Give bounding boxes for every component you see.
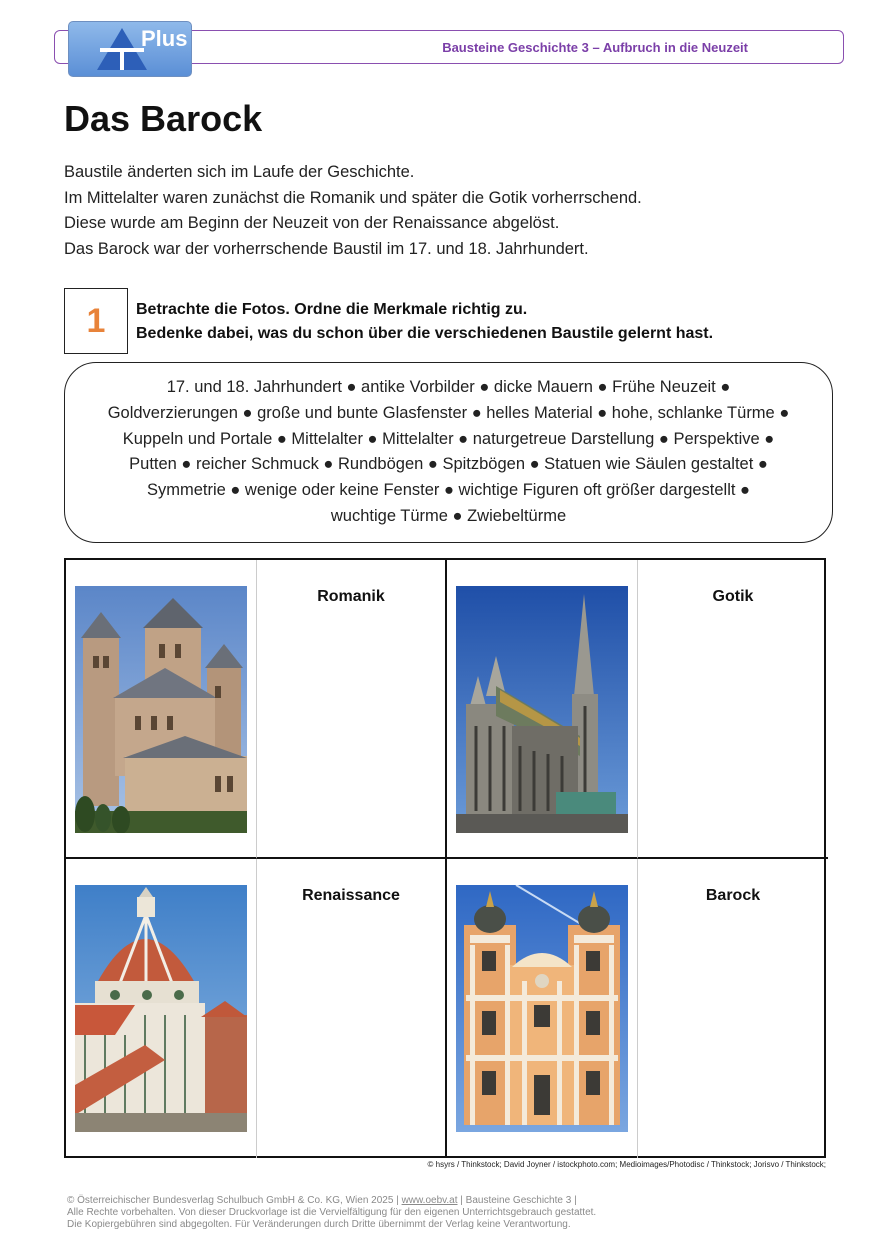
plus-logo <box>68 21 192 77</box>
intro-line: Das Barock war der vorherrschende Baustil im 17. und 18. Jahrhundert. <box>64 239 589 258</box>
word-bank-line: Goldverzierungen ● große und bunte Glasfenster ● helles Material ● hohe, schlanke Türme ● <box>107 403 790 422</box>
style-label-romanik: Romanik <box>317 588 385 605</box>
label-cell-romanik[interactable] <box>257 560 447 859</box>
style-label-renaissance: Renaissance <box>302 887 400 904</box>
label-cell-renaissance[interactable] <box>257 859 447 1158</box>
footer <box>67 1195 847 1231</box>
photo-cell-romanik <box>66 560 257 859</box>
task-instructions <box>136 298 836 346</box>
word-bank-line: wuchtige Türme ● Zwiebeltürme <box>330 506 567 525</box>
photo-renaissance-dome <box>75 885 247 1132</box>
photo-credits: © hsyrs / Thinkstock; David Joyner / istockphoto.com; Medioimages/Photodisc / Thinkstock; Jorisvo / Thinkstock; <box>427 1160 826 1169</box>
task-line: Bedenke dabei, was du schon über die verschiedenen Baustile gelernt hast. <box>136 325 714 342</box>
word-bank-line: Symmetrie ● wenige oder keine Fenster ● wichtige Figuren oft größer dargestellt ● <box>146 481 751 500</box>
style-label-barock: Barock <box>705 887 761 904</box>
intro-line: Diese wurde am Beginn der Neuzeit von der Renaissance abgelöst. <box>64 214 560 232</box>
style-label-gotik: Gotik <box>712 588 754 605</box>
footer-book-title: | Bausteine Geschichte 3 | <box>457 1195 577 1206</box>
word-bank-line: 17. und 18. Jahrhundert ● antike Vorbilder ● dicke Mauern ● Frühe Neuzeit ● <box>166 378 731 396</box>
footer-line-2: Alle Rechte vorbehalten. Von dieser Druckvorlage ist die Vervielfältigung für den eigenen Unterrichtsgebrauch gestattet. <box>67 1207 597 1218</box>
label-cell-gotik[interactable] <box>638 560 828 859</box>
photo-baroque-abbey <box>456 885 628 1132</box>
photo-romanesque-church <box>75 586 247 833</box>
publisher-link[interactable]: www.oebv.at <box>401 1195 458 1206</box>
footer-copyright: © Österreichischer Bundesverlag Schulbuch GmbH & Co. KG, Wien 2025 | <box>67 1195 402 1206</box>
intro-line: Baustile änderten sich im Laufe der Geschichte. <box>64 163 415 181</box>
style-table <box>64 558 826 1158</box>
intro-line: Im Mittelalter waren zunächst die Romanik und später die Gotik vorherrschend. <box>64 188 642 207</box>
photo-cell-barock <box>447 859 638 1158</box>
task-line: Betrachte die Fotos. Ordne die Merkmale richtig zu. <box>136 301 528 318</box>
footer-line-3: Die Kopiergebühren sind abgegolten. Für Veränderungen durch Dritte übernimmt der Verlag keine Verantwortung. <box>67 1219 571 1230</box>
word-bank <box>64 362 833 543</box>
logo-text: Plus <box>141 26 188 51</box>
photo-cell-renaissance <box>66 859 257 1158</box>
intro-text <box>64 160 844 262</box>
photo-cell-gotik <box>447 560 638 859</box>
footer-line-1 <box>67 1195 847 1207</box>
series-title: Bausteine Geschichte 3 – Aufbruch in die Neuzeit <box>442 40 748 55</box>
word-bank-line: Kuppeln und Portale ● Mittelalter ● Mittelalter ● naturgetreue Darstellung ● Perspektive ● <box>122 429 775 448</box>
word-bank-line: Putten ● reicher Schmuck ● Rundbögen ● Spitzbögen ● Statuen wie Säulen gestaltet ● <box>129 455 768 474</box>
label-cell-barock[interactable] <box>638 859 828 1158</box>
task-number: 1 <box>64 288 128 354</box>
photo-gothic-cathedral <box>456 586 628 833</box>
page-title: Das Barock <box>64 98 263 139</box>
